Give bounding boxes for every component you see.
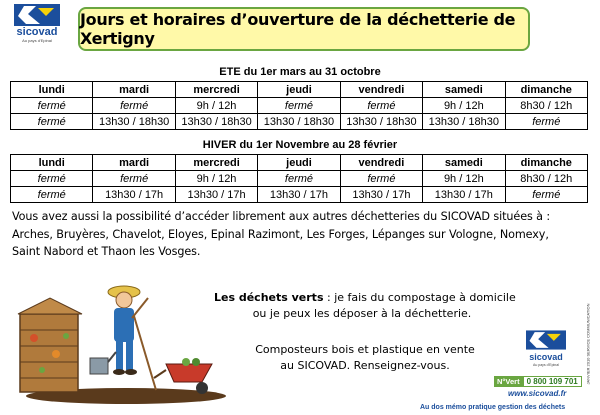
afternoon-hours-cell: fermé	[11, 187, 93, 203]
winter-heading: HIVER du 1er Novembre au 28 février	[202, 139, 398, 151]
day-header: samedi	[423, 155, 505, 171]
day-header: samedi	[423, 82, 505, 98]
nvert-label: N°Vert	[494, 376, 523, 387]
sicovad-logo	[8, 4, 66, 46]
day-header: mercredi	[175, 155, 257, 171]
afternoon-hours-cell: 13h30 / 17h	[340, 187, 422, 203]
logo-tagline: Au pays d'Epinal	[22, 38, 52, 43]
summer-heading: ETE du 1er mars au 31 octobre	[219, 66, 381, 78]
morning-hours-cell: fermé	[11, 171, 93, 187]
composters-line-2: au SICOVAD. Renseignez-vous.	[280, 359, 450, 372]
side-note	[578, 262, 591, 392]
logo-mark-icon	[14, 4, 60, 26]
day-header: vendredi	[340, 82, 422, 98]
morning-row	[11, 98, 588, 114]
composters-message	[240, 342, 490, 374]
winter-schedule-table	[10, 154, 588, 203]
afternoon-hours-cell: 13h30 / 18h30	[423, 114, 505, 130]
afternoon-hours-cell: 13h30 / 17h	[423, 187, 505, 203]
summer-schedule-table	[10, 81, 588, 130]
morning-hours-cell: fermé	[93, 98, 175, 114]
logo-name: sicovad	[16, 26, 58, 38]
day-header: mercredi	[175, 82, 257, 98]
day-header: dimanche	[505, 155, 587, 171]
morning-hours-cell: fermé	[258, 171, 340, 187]
afternoon-hours-cell: 13h30 / 18h30	[93, 114, 175, 130]
intro-line-2: Arches, Bruyères, Chavelot, Eloyes, Epinal Razimont, Les Forges, Lépanges sur Vologne, Nomexy,	[12, 227, 549, 241]
afternoon-hours-cell: fermé	[505, 187, 587, 203]
day-header: lundi	[11, 82, 93, 98]
morning-hours-cell: 9h / 12h	[423, 98, 505, 114]
afternoon-row	[11, 114, 588, 130]
afternoon-hours-cell: 13h30 / 18h30	[175, 114, 257, 130]
afternoon-hours-cell: fermé	[505, 114, 587, 130]
afternoon-hours-cell: 13h30 / 17h	[93, 187, 175, 203]
toll-free-number[interactable]	[494, 376, 582, 387]
morning-hours-cell: fermé	[11, 98, 93, 114]
intro-line-1: Vous avez aussi la possibilité d’accéder librement aux autres déchetteries du SICOVAD situées à :	[12, 210, 551, 223]
morning-hours-cell: 8h30 / 12h	[505, 171, 587, 187]
day-header: vendredi	[340, 155, 422, 171]
gardener-compost-illustration	[16, 278, 226, 404]
morning-hours-cell: 9h / 12h	[175, 98, 257, 114]
day-header: mardi	[93, 82, 175, 98]
sicovad-logo-small	[520, 330, 572, 372]
green-waste-message	[214, 290, 516, 322]
day-header: dimanche	[505, 82, 587, 98]
day-header: jeudi	[258, 155, 340, 171]
logo-name: sicovad	[529, 352, 563, 362]
website-link[interactable]: www.sicovad.fr	[508, 389, 567, 398]
green-waste-line-1	[214, 290, 516, 306]
footer-note: Au dos mémo pratique gestion des déchets	[420, 404, 566, 411]
afternoon-hours-cell: 13h30 / 17h	[258, 187, 340, 203]
other-dechetteries-text	[12, 208, 590, 261]
watering-can-icon	[90, 352, 116, 374]
morning-hours-cell: 8h30 / 12h	[505, 98, 587, 114]
intro-line-3: Saint Nabord et Thaon les Vosges.	[12, 245, 201, 258]
green-waste-line-1-rest: : je fais du compostage à domicile	[323, 291, 516, 304]
morning-hours-cell: fermé	[93, 171, 175, 187]
afternoon-hours-cell: 13h30 / 17h	[175, 187, 257, 203]
morning-hours-cell: fermé	[258, 98, 340, 114]
day-header: jeudi	[258, 82, 340, 98]
days-row	[11, 155, 588, 171]
gardener-icon	[108, 286, 156, 390]
day-header: lundi	[11, 155, 93, 171]
morning-hours-cell: fermé	[340, 171, 422, 187]
afternoon-hours-cell: 13h30 / 18h30	[340, 114, 422, 130]
composters-line-1: Composteurs bois et plastique en vente	[255, 343, 475, 356]
morning-hours-cell: 9h / 12h	[175, 171, 257, 187]
morning-hours-cell: 9h / 12h	[423, 171, 505, 187]
afternoon-row	[11, 187, 588, 203]
day-header: mardi	[93, 155, 175, 171]
morning-hours-cell: fermé	[340, 98, 422, 114]
phone-number: 0 800 109 701	[523, 376, 582, 387]
afternoon-hours-cell: 13h30 / 18h30	[258, 114, 340, 130]
green-waste-title: Les déchets verts	[214, 291, 324, 304]
side-note-text: JANVIER 2010 SERVICE COMMUNICATION	[585, 303, 591, 385]
compost-bin-icon	[18, 298, 82, 392]
logo-mark-icon	[526, 330, 566, 350]
morning-row	[11, 171, 588, 187]
afternoon-hours-cell: fermé	[11, 114, 93, 130]
logo-tagline: Au pays d'Epinal	[533, 363, 559, 367]
green-waste-line-2: ou je peux les déposer à la déchetterie.	[252, 307, 472, 320]
page-title: Jours et horaires d’ouverture de la déchetterie de Xertigny	[78, 7, 530, 51]
days-row	[11, 82, 588, 98]
